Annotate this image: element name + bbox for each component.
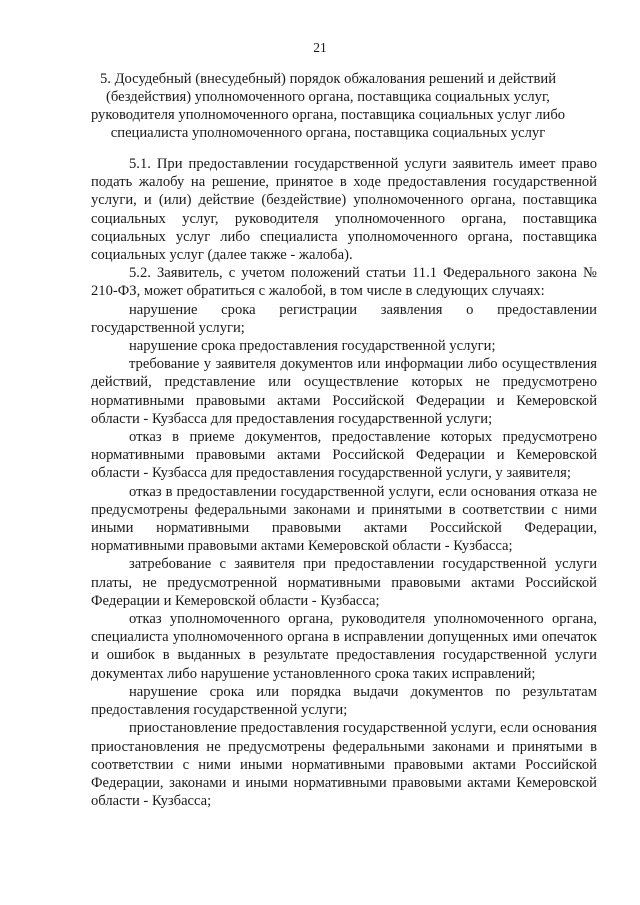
list-item: требование у заявителя документов или информации либо осуществления действий, представление или осуществление которых не предусмотрено нормативными правовыми актами Российской Федерации и Кемеровской области - Кузбасса для предоставления государственной услуги;: [91, 356, 597, 427]
list-item: отказ в предоставлении государственной услуги, если основания отказа не предусмотрены федеральными законами и принятыми в соответствии с ними иными нормативными правовыми актами Российской Федерации, нормативными правовыми актами Кемеровской области - Кузбасса;: [91, 483, 597, 555]
list-item: нарушение срока регистрации заявления о предоставлении государственной услуги;: [91, 301, 597, 336]
list-item: приостановление предоставления государственной услуги, если основания приостановления не предусмотрены федеральными законами и принятыми в соответствии с ними иными нормативными правовыми актами Российской Федерации, законами и иными нормативными правовыми актами Кемеровской области - Кузбасса;: [91, 720, 597, 810]
section-heading: [88, 70, 568, 142]
section-heading-line: специалиста уполномоченного органа, поставщика социальных услуг: [110, 125, 546, 141]
section-heading-line: (бездействия) уполномоченного органа, поставщика социальных услуг,: [106, 89, 550, 105]
document-body: [91, 155, 597, 810]
paragraph-5-2: 5.2. Заявитель, с учетом положений статьи 11.1 Федерального закона № 210-ФЗ, может обратиться с жалобой, в том числе в следующих случаях:: [91, 265, 597, 300]
list-item: затребование с заявителя при предоставлении государственной услуги платы, не предусмотренной нормативными правовыми актами Российской Федерации и Кемеровской области - Кузбасса;: [91, 556, 597, 609]
list-item: нарушение срока предоставления государственной услуги;: [129, 338, 496, 355]
section-heading-line: руководителя уполномоченного органа, поставщика социальных услуг либо: [90, 107, 566, 123]
list-item: отказ уполномоченного органа, руководителя уполномоченного органа, специалиста уполномоченного органа в исправлении допущенных ими опечаток и ошибок в выданных в результате предоставления государственной услуги документах либо нарушение установленного срока таких исправлений;: [91, 611, 597, 682]
paragraph-5-1: 5.1. При предоставлении государственной услуги заявитель имеет право подать жалобу на решение, принятое в ходе предоставления государственной услуги, и (или) действие (бездействие) уполномоченного органа, поставщика социальных услуг, руководителя уполномоченного органа, поставщика социальных услуг либо специалиста уполномоченного органа, поставщика социальных услуг (далее также - жалоба).: [91, 156, 597, 264]
list-item: отказ в приеме документов, предоставление которых предусмотрено нормативными правовыми актами Российской Федерации и Кемеровской области - Кузбасса для предоставления государственной услуги, у заявителя;: [91, 429, 597, 482]
list-item: нарушение срока или порядка выдачи документов по результатам предоставления государственной услуги;: [91, 683, 597, 719]
section-heading-line: 5. Досудебный (внесудебный) порядок обжалования решений и действий: [99, 71, 557, 87]
page-number: 21: [313, 40, 327, 55]
